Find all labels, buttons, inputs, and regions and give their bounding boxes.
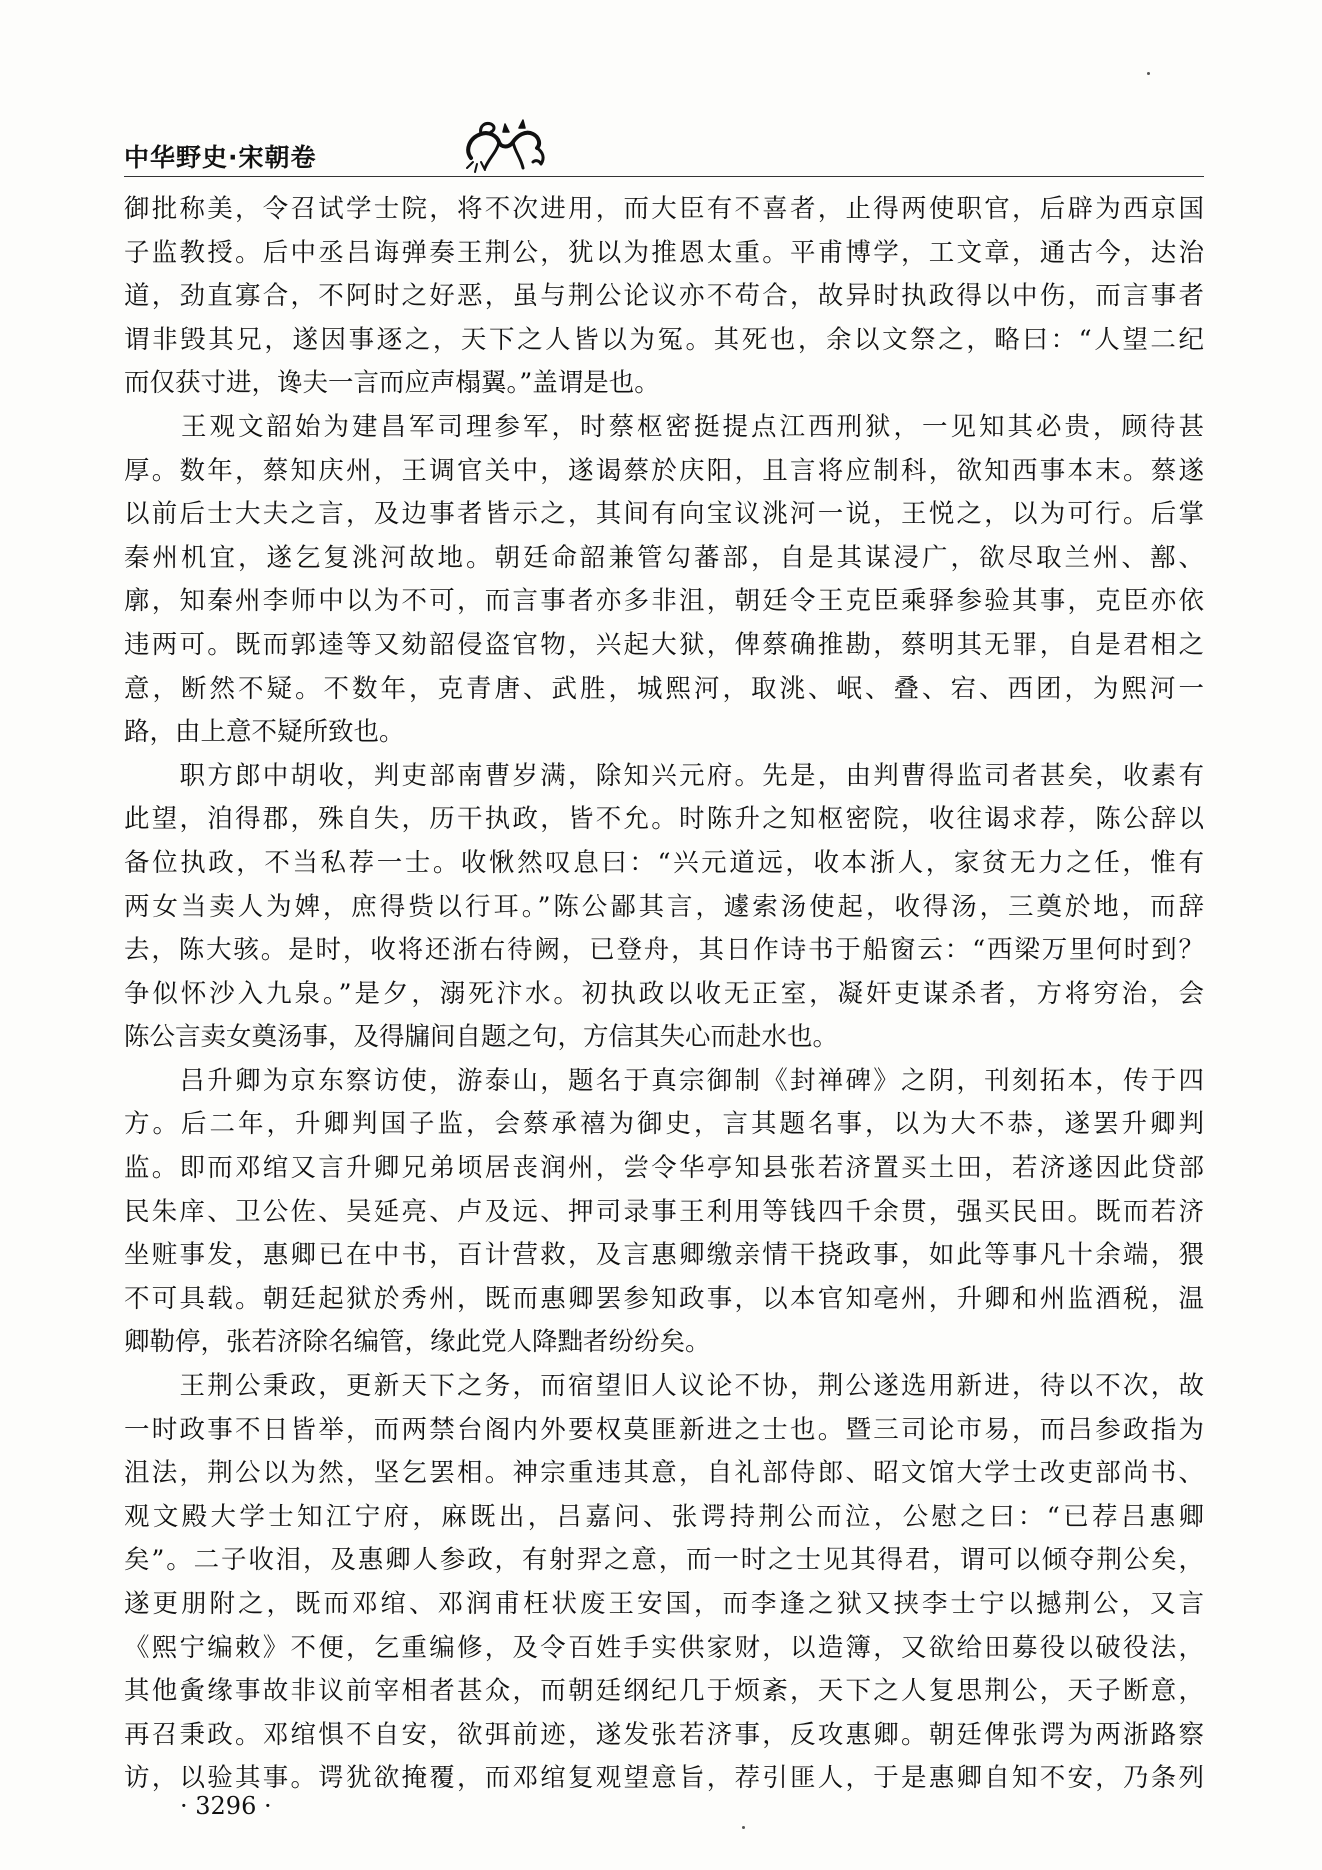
text-line: 沮法，荆公以为然，坚乞罢相。神宗重违其意，自礼部侍郎、昭文馆大学士改吏部尚书、 xyxy=(124,1458,1204,1489)
text-line: 意，断然不疑。不数年，克青唐、武胜，城熙河，取洮、岷、叠、宕、西团，为熙河一 xyxy=(124,673,1204,704)
text-line: 子监教授。后中丞吕诲弹奏王荆公，犹以为推恩太重。平甫博学，工文章，通古今，达治 xyxy=(124,237,1204,268)
book-title: 中华野史·宋朝卷 xyxy=(124,143,317,172)
text-line: 御批称美，令召试学士院，将不次进用，而大臣有不喜者，止得两使职官，后辟为西京国 xyxy=(124,194,1204,224)
text-line: 民朱庠、卫公佐、吴延亮、卢及远、押司录事王利用等钱四千余贯，强买民田。既而若济 xyxy=(124,1196,1204,1227)
text-line: 一时政事不日皆举，而两禁台阁内外要权莫匪新进之士也。暨三司论市易，而吕参政指为 xyxy=(124,1414,1204,1445)
text-line: 此望，洎得郡，殊自失，历干执政，皆不允。时陈升之知枢密院，收往谒求荐，陈公辞以 xyxy=(124,804,1204,835)
text-line: 道，劲直寡合，不阿时之好恶，虽与荆公论议亦不苟合，故异时执政得以中伤，而言事者 xyxy=(124,281,1204,312)
text-line: 《熙宁编敕》不便，乞重编修，及令百姓手实供家财，以造簿，又欲给田募役以破役法， xyxy=(124,1632,1204,1663)
text-line: 职方郎中胡收，判吏部南曹岁满，除知兴元府。先是，由判曹得监司者甚矣，收素有 xyxy=(124,760,1204,791)
scan-speck xyxy=(742,1826,745,1829)
text-line: 秦州机宜，遂乞复洮河故地。朝廷命韶兼管勾蕃部，自是其谋浸广，欲尽取兰州、鄯、 xyxy=(124,542,1204,573)
header-divider xyxy=(124,176,1204,177)
text-line: 路，由上意不疑所致也。 xyxy=(124,717,405,748)
text-line: 违两可。既而郭逵等又劾韶侵盗官物，兴起大狱，俾蔡确推勘，蔡明其无罪，自是君相之 xyxy=(124,629,1204,660)
text-line: 备位执政，不当私荐一士。收愀然叹息曰：“兴元道远，收本浙人，家贫无力之任，惟有 xyxy=(124,847,1204,878)
text-line: 方。后二年，升卿判国子监，会蔡承禧为御史，言其题名事，以为大不恭，遂罢升卿判 xyxy=(124,1109,1204,1140)
text-line: 再召秉政。邓绾惧不自安，欲弭前迹，遂发张若济事，反攻惠卿。朝廷俾张谔为两浙路察 xyxy=(124,1719,1204,1750)
text-line: 坐赃事发，惠卿已在中书，百计营救，及言惠卿缴亲情干挠政事，如此等事凡十余端，猥 xyxy=(124,1240,1204,1271)
text-line: 王荆公秉政，更新天下之务，而宿望旧人议论不协，荆公遂选用新进，待以不次，故 xyxy=(124,1371,1204,1402)
text-line: 矣”。二子收泪，及惠卿人参政，有射羿之意，而一时之士见其得君，谓可以倾夺荆公矣， xyxy=(124,1545,1204,1576)
text-line: 王观文韶始为建昌军司理参军，时蔡枢密挺提点江西刑狱，一见知其必贵，顾待甚 xyxy=(124,411,1204,442)
text-line: 争似怀沙入九泉。”是夕，溺死汴水。初执政以收无正室，凝奸吏谋杀者，方将穷治，会 xyxy=(124,978,1204,1009)
text-line: 而仅获寸进，谗夫一言而应声榻翼。”盖谓是也。 xyxy=(124,368,660,399)
text-line: 去，陈大骇。是时，收将还浙右待阙，已登舟，其日作诗书于船窗云：“西梁万里何时到？ xyxy=(124,935,1204,966)
text-line: 谓非毁其兄，遂因事逐之，天下之人皆以为冤。其死也，余以文祭之，略曰：“人望二纪 xyxy=(124,324,1204,355)
dragon-icon xyxy=(459,118,549,174)
text-line: 两女当卖人为婢，庶得赀以行耳。”陈公鄙其言，遽索汤使起，收得汤，三奠於地，而辞 xyxy=(124,891,1204,922)
text-line: 吕升卿为京东察访使，游泰山，题名于真宗御制《封禅碑》之阴，刊刻拓本，传于四 xyxy=(124,1065,1204,1096)
text-line: 廓，知秦州李师中以为不可，而言事者亦多非沮，朝廷令王克臣乘驿参验其事，克臣亦依 xyxy=(124,586,1204,617)
text-line: 其他夤缘事故非议前宰相者甚众，而朝廷纲纪几于烦紊，天下之人复思荆公，天子断意， xyxy=(124,1676,1204,1707)
scan-speck xyxy=(1147,72,1150,75)
text-line: 遂更朋附之，既而邓绾、邓润甫枉状废王安国，而李逢之狱又挟李士宁以撼荆公，又言 xyxy=(124,1589,1204,1619)
text-line: 不可具载。朝廷起狱於秀州，既而惠卿罢参知政事，以本官知亳州，升卿和州监酒税，温 xyxy=(124,1283,1204,1314)
running-header xyxy=(124,118,1204,178)
text-line: 以前后士大夫之言，及边事者皆示之，其间有向宝议洮河一说，王悦之，以为可行。后掌 xyxy=(124,499,1204,530)
body-text xyxy=(124,188,1204,1801)
page-number: · 3296 · xyxy=(180,1792,272,1820)
text-line: 观文殿大学士知江宁府，麻既出，吕嘉问、张谔持荆公而泣，公慰之曰：“已荐吕惠卿 xyxy=(124,1501,1204,1532)
text-line: 访，以验其事。谔犹欲掩覆，而邓绾复观望意旨，荐引匪人，于是惠卿自知不安，乃条列 xyxy=(124,1763,1204,1794)
text-line: 厚。数年，蔡知庆州，王调官关中，遂谒蔡於庆阳，且言将应制科，欲知西事本末。蔡遂 xyxy=(124,455,1204,486)
text-line: 监。即而邓绾又言升卿兄弟顷居丧润州，尝令华亭知县张若济置买土田，若济遂因此贷部 xyxy=(124,1153,1204,1184)
text-line: 卿勒停，张若济除名编管，缘此党人降黜者纷纷矣。 xyxy=(124,1327,711,1358)
text-line: 陈公言卖女奠汤事，及得牖间自题之句，方信其失心而赴水也。 xyxy=(124,1022,839,1053)
